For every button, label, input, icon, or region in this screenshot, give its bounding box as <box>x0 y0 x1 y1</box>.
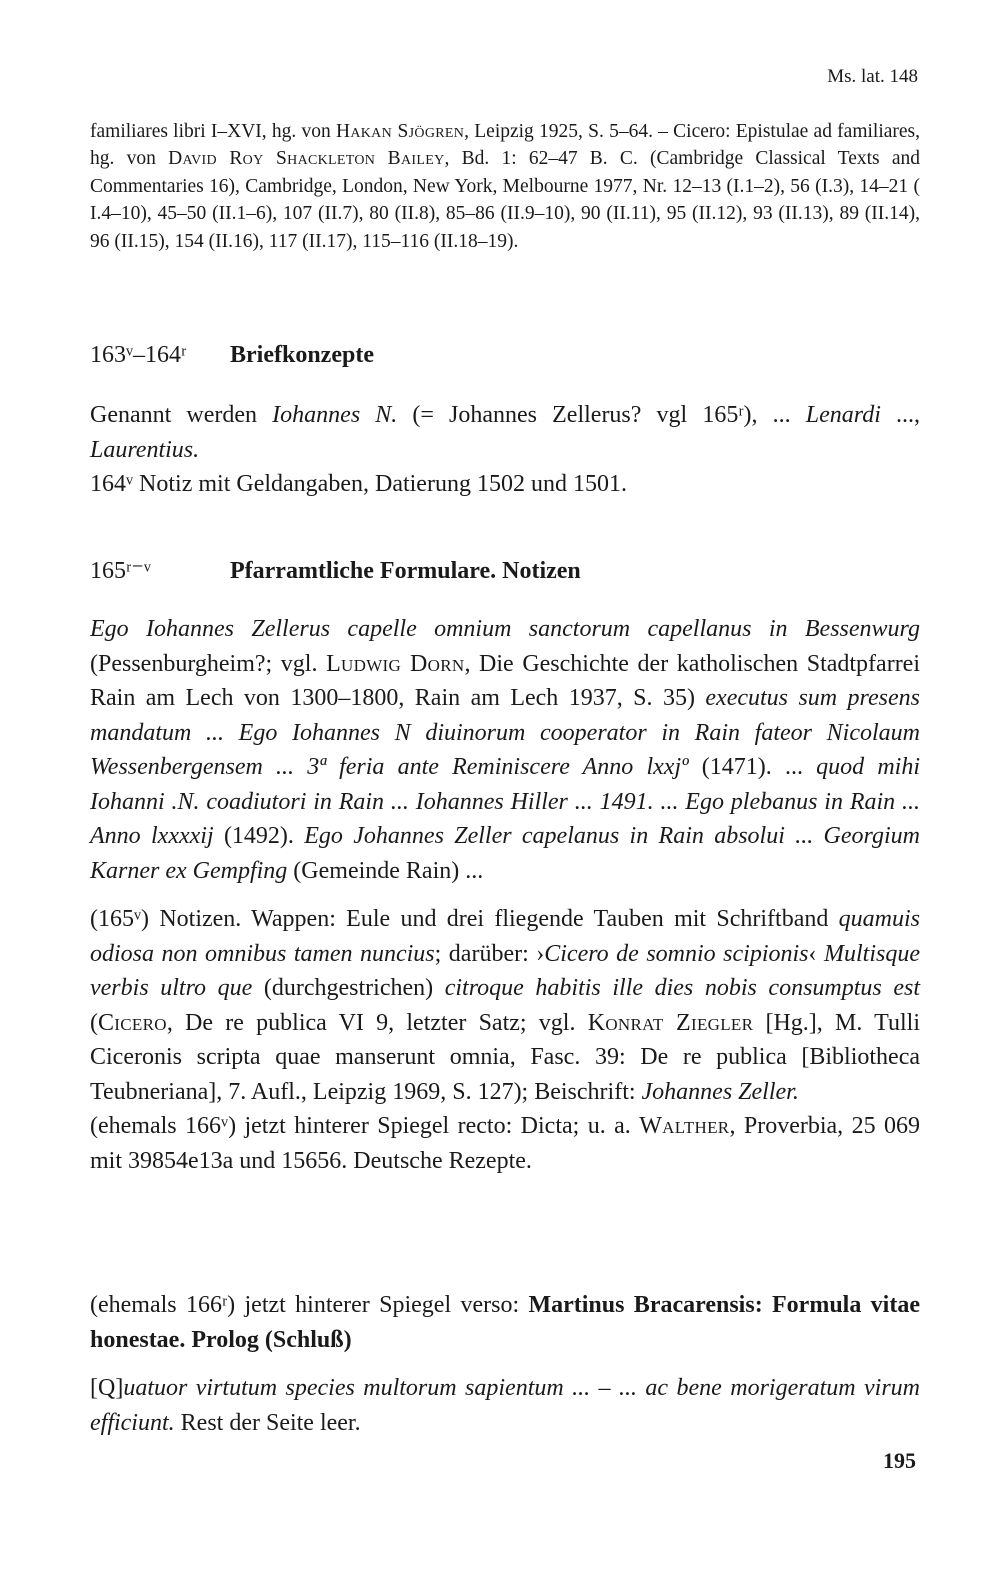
text-run: (durchgestrichen) <box>252 975 445 1001</box>
paragraph <box>90 1109 920 1178</box>
text-run: (165ᵛ) Notizen. Wappen: Eule und drei fliegende Tauben mit Schriftband <box>90 906 839 932</box>
section-heading-briefkonzepte <box>90 342 374 369</box>
text-run: , De re publica VI 9, letzter Satz; vgl. <box>166 1009 588 1036</box>
text-run: (ehemals 166ʳ) jetzt hinterer Spiegel verso: <box>90 1292 529 1318</box>
italic-run: Johannes Zeller. <box>641 1078 799 1105</box>
text-run: Rest der Seite leer. <box>174 1409 361 1436</box>
text-run: (1471). ... <box>688 754 817 780</box>
text-run: (Pessenburgheim?; vgl. <box>90 650 327 677</box>
paragraph <box>90 1288 920 1357</box>
section-title: Pfarramtliche Formulare. Notizen <box>230 558 581 584</box>
italic-run: uatuor virtutum species multorum sapientum ... – ... ac bene morigeratum virum efficiunt. <box>90 1375 920 1436</box>
text-run: , Proverbia, 25 069 mit 39854e13a und 15656. Deutsche Rezepte. <box>90 1113 920 1174</box>
section-body-briefkonzepte <box>90 398 920 502</box>
section-heading-formulare <box>90 556 581 585</box>
italic-run: Lenardi <box>805 402 881 428</box>
text-run: , Bd. 1: 62–47 B. C. (Cambridge Classical Texts and Commentaries 16), Cambridge, London, New York, Melbourne 1977, Nr. 12–13 (I.1–2), 56 (I.3), 14–21 ( I.4–10), 45–50 (II.1–6), 107 (II.7), 80 (II.8), 85–86 (II.9–10), 90 (II.11), 95 (II.12), 93 (II.13), 89 (II.14), 96 (II.15), 154 (II.16), 117 (II.17), 115–116 (II.18–19). <box>90 148 920 252</box>
bold-title: Martinus Bracarensis: Formula vitae honestae. Prolog (Schluß) <box>90 1292 920 1353</box>
page-number: 195 <box>883 1448 916 1473</box>
text-run: ‹ <box>808 940 824 967</box>
paragraph: 164ᵛ Notiz mit Geldangaben, Datierung 1502 und 1501. <box>90 471 627 497</box>
text-run: ; darüber: › <box>434 940 545 967</box>
italic-run: Cicero de somnio scipionis <box>544 940 809 967</box>
section-title: Briefkonzepte <box>230 342 374 368</box>
author-name: David Roy Shackleton Bailey <box>168 148 445 170</box>
author-name: Konrat Ziegler <box>587 1009 754 1036</box>
italic-run: citroque habitis ille dies nobis consumptus est <box>444 975 921 1001</box>
text-run: familiares libri I–XVI, hg. von <box>90 121 336 142</box>
text-run: (= Johannes Zellerus? vgl 165ʳ), ... <box>397 402 806 428</box>
author-name: Hakan Sjögren <box>335 121 465 142</box>
text-run: , Die Geschichte der katholischen Stadtpfarrei Rain am Lech von 1300–1800, Rain am Lech 1937, S. 35) <box>90 650 921 711</box>
paragraph <box>90 612 920 888</box>
italic-run: quod mihi Iohanni .N. coadiutori in Rain ... Iohannes Hiller ... 1491. ... Ego plebanus in Rain ... Anno lxxxxij <box>90 754 921 849</box>
running-head: Ms. lat. 148 <box>827 66 918 87</box>
italic-run: Ego Johannes Zeller capelanus in Rain absolui ... Georgium Karner ex Gempfing <box>90 823 920 884</box>
text-run: [Q] <box>90 1375 124 1401</box>
text-run: ( <box>90 1009 98 1036</box>
author-name: Cicero <box>98 1009 167 1036</box>
text-run: (1492). <box>213 823 305 849</box>
paragraph <box>90 902 920 1109</box>
text-run: (Gemeinde Rain) ... <box>287 857 484 884</box>
italic-run: Ego Iohannes Zellerus capelle omnium sanctorum capellanus in Bessenwurg <box>90 616 920 642</box>
author-name: Ludwig Dorn <box>326 650 465 677</box>
folio-range: 163ᵛ–164ʳ <box>90 342 187 368</box>
italic-run: quamuis odiosa non omnibus tamen nuncius <box>90 906 920 967</box>
paragraph <box>90 1371 920 1440</box>
italic-run: Laurentius. <box>90 436 200 463</box>
paragraph <box>90 398 920 467</box>
italic-run: executus sum presens mandatum ... Ego Iohannes N diuinorum cooperator in Rain fateor Nicolaum Wessenbergensem ... 3ª feria ante Reminiscere Anno lxxjº <box>90 685 920 780</box>
paragraph-gap <box>90 1357 920 1371</box>
folio-range: 165ʳ⁻ᵛ <box>90 558 151 584</box>
text-run: ..., <box>880 402 921 428</box>
text-run: Genannt werden <box>90 402 273 428</box>
section-body-formulare <box>90 612 920 1178</box>
italic-run: Multisque verbis ultro que <box>90 940 920 1001</box>
section-body-martinus <box>90 1288 920 1440</box>
italic-run: Iohannes N. <box>272 402 398 428</box>
text-run: (ehemals 166ᵛ) jetzt hinterer Spiegel recto: Dicta; u. a. <box>90 1113 640 1139</box>
author-name: Walther <box>639 1113 730 1139</box>
paragraph-gap <box>90 888 920 902</box>
bibliography-continuation <box>90 118 920 255</box>
text-run: [Hg.], M. Tulli Ciceronis scripta quae manserunt omnia, Fasc. 39: De re publica [Bibliotheca Teubneriana], 7. Aufl., Leipzig 1969, S. 127); Beischrift: <box>90 1009 920 1105</box>
text-run: , Leipzig 1925, S. 5–64. – Cicero: Epistulae ad familiares, hg. von <box>90 121 921 170</box>
